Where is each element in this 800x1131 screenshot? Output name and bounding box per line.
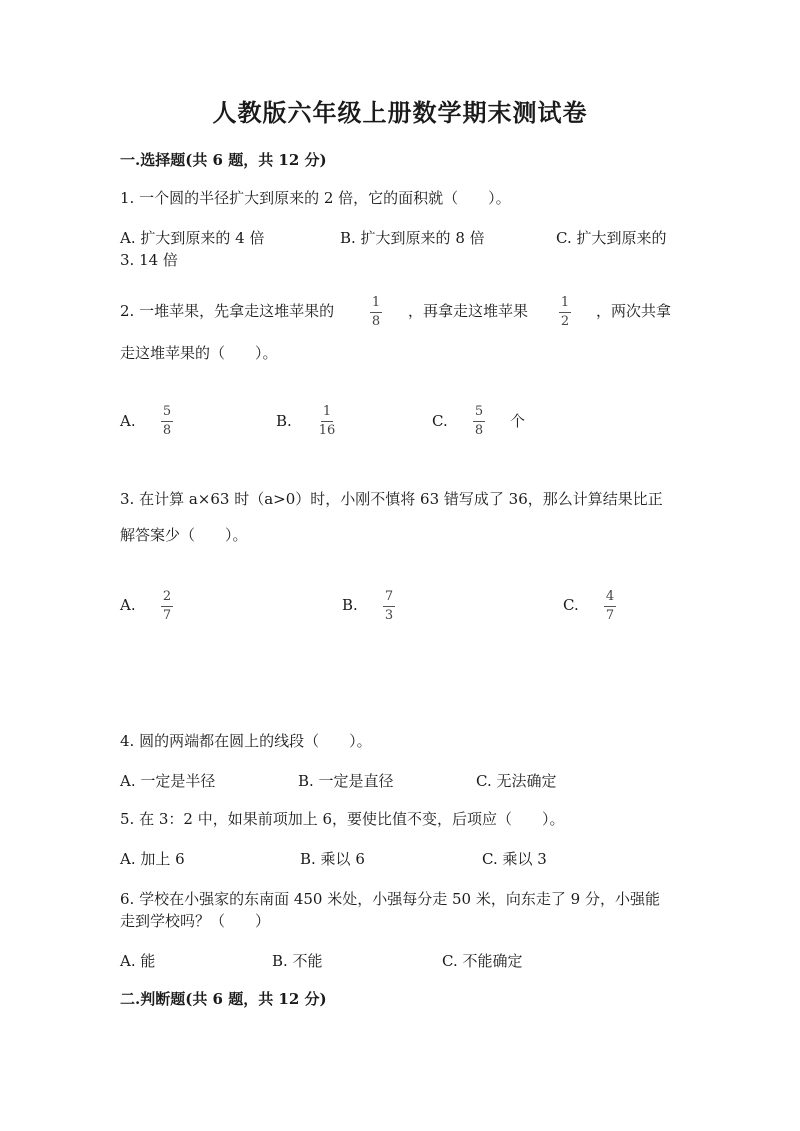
question-1-option-a: A. 扩大到原来的 4 倍: [120, 229, 265, 247]
section-heading-choice: 一.选择题(共 6 题，共 12 分): [120, 151, 327, 169]
question-1-option-b: B. 扩大到原来的 8 倍: [340, 229, 485, 247]
fraction-numerator: 4: [605, 589, 615, 604]
fraction-bar: [559, 312, 571, 313]
question-3-option-c-fraction: [599, 590, 621, 623]
fraction-denominator: 7: [162, 608, 172, 623]
question-2-stem-fraction-2: [554, 296, 576, 329]
fraction-bar: [161, 606, 173, 607]
section-heading-judgement: 二.判断题(共 6 题，共 12 分): [120, 990, 327, 1008]
fraction-numerator: 2: [162, 589, 172, 604]
question-6-stem-line-1: 6. 学校在小强家的东南面 450 米处，小强每分走 50 米，向东走了 9 分，小强能: [120, 890, 660, 908]
question-2-option-c-suffix: 个: [510, 412, 526, 430]
fraction-numerator: 1: [560, 295, 570, 310]
question-3-stem-line-2: 解答案少（ ）。: [120, 526, 248, 544]
question-6-option-b: B. 不能: [272, 952, 323, 970]
question-3-stem-line-1: 3. 在计算 a×63 时（a>0）时，小刚不慎将 63 错写成了 36，那么计算结果比正: [120, 490, 663, 508]
question-3-option-b-label: B.: [342, 596, 358, 614]
fraction-denominator: 8: [371, 314, 381, 329]
fraction-numerator: 5: [474, 404, 484, 419]
question-2-option-a-label: A.: [120, 412, 136, 430]
fraction-bar: [161, 421, 173, 422]
question-2-stem-line-2: 走这堆苹果的（ ）。: [120, 344, 278, 362]
fraction-denominator: 2: [560, 314, 570, 329]
question-3-option-b-fraction: [378, 590, 400, 623]
question-2-option-c-label: C.: [432, 412, 448, 430]
question-1-stem: 1. 一个圆的半径扩大到原来的 2 倍，它的面积就（ ）。: [120, 189, 511, 207]
question-1-option-c-continued: 3. 14 倍: [120, 251, 178, 269]
fraction-denominator: 8: [474, 423, 484, 438]
question-3-option-c-label: C.: [563, 596, 579, 614]
fraction-bar: [370, 312, 382, 313]
question-2-stem-part-2: ，再拿走这堆苹果: [408, 302, 529, 320]
question-2-option-c-fraction: [468, 405, 490, 438]
question-1-option-c: C. 扩大到原来的: [556, 229, 667, 247]
question-2-stem-fraction-1: [365, 296, 387, 329]
fraction-denominator: 7: [605, 608, 615, 623]
fraction-denominator: 16: [318, 423, 336, 438]
question-2-option-b-label: B.: [276, 412, 292, 430]
fraction-bar: [321, 421, 333, 422]
question-6-stem-line-2: 走到学校吗？（ ）: [120, 912, 271, 930]
fraction-numerator: 7: [384, 589, 394, 604]
fraction-numerator: 1: [322, 404, 332, 419]
page-title: 人教版六年级上册数学期末测试卷: [212, 98, 588, 127]
fraction-bar: [604, 606, 616, 607]
fraction-numerator: 5: [162, 404, 172, 419]
question-2-option-b-fraction: [316, 405, 338, 438]
question-2-option-a-fraction: [156, 405, 178, 438]
question-4-option-a: A. 一定是半径: [120, 772, 216, 790]
question-6-option-c: C. 不能确定: [442, 952, 523, 970]
fraction-bar: [383, 606, 395, 607]
question-5-option-a: A. 加上 6: [120, 850, 185, 868]
question-5-option-c: C. 乘以 3: [482, 850, 547, 868]
fraction-bar: [473, 421, 485, 422]
question-5-option-b: B. 乘以 6: [300, 850, 365, 868]
fraction-denominator: 8: [162, 423, 172, 438]
question-4-option-c: C. 无法确定: [476, 772, 557, 790]
question-6-option-a: A. 能: [120, 952, 156, 970]
question-4-stem: 4. 圆的两端都在圆上的线段（ ）。: [120, 732, 372, 750]
question-3-option-a-fraction: [156, 590, 178, 623]
question-3-option-a-label: A.: [120, 596, 136, 614]
question-2-stem-part-1: 2. 一堆苹果，先拿走这堆苹果的: [120, 302, 335, 320]
question-2-stem-part-3: ，两次共拿: [596, 302, 672, 320]
question-4-option-b: B. 一定是直径: [298, 772, 394, 790]
fraction-denominator: 3: [384, 608, 394, 623]
question-5-stem: 5. 在 3：2 中，如果前项加上 6，要使比值不变，后项应（ ）。: [120, 810, 565, 828]
fraction-numerator: 1: [371, 295, 381, 310]
